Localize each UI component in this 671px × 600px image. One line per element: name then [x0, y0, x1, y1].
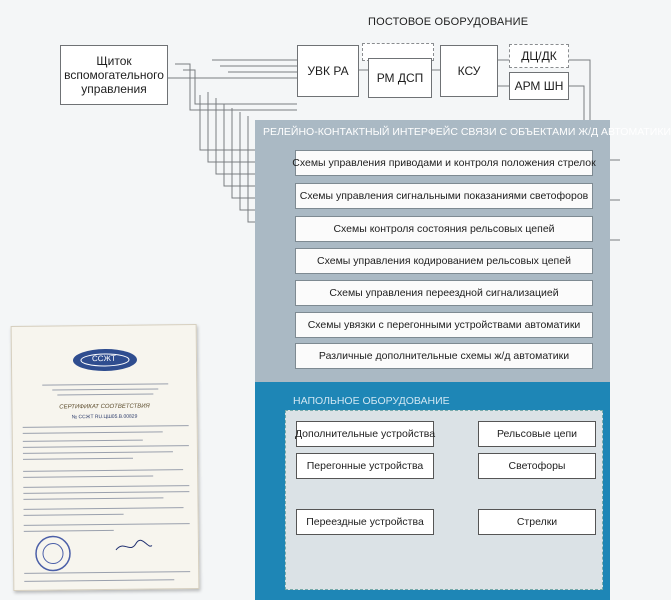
scheme-item: Схемы управления приводами и контроля положения стрелок	[295, 150, 593, 176]
scheme-item: Схемы управления переездной сигнализацией	[295, 280, 593, 306]
certificate-number: № ССЖТ RU.ЦШ05.В.00829	[71, 413, 138, 421]
uvk-box: УВК РА	[297, 45, 359, 97]
arm-box: АРМ ШН	[509, 72, 569, 100]
interface-title: РЕЛЕЙНО-КОНТАКТНЫЙ ИНТЕРФЕЙС СВЯЗИ С ОБЪЕКТАМИ Ж/Д АВТОМАТИКИ	[263, 126, 671, 138]
field-equipment-panel	[255, 382, 610, 600]
field-equipment-title: НАПОЛЬНОЕ ОБОРУДОВАНИЕ	[293, 395, 450, 407]
certificate-title: СЕРТИФИКАТ СООТВЕТСТВИЯ	[59, 403, 150, 411]
field-left-item: Перегонные устройства	[296, 453, 434, 479]
dc-box: ДЦ/ДК	[509, 44, 569, 68]
ksu-box: КСУ	[440, 45, 498, 97]
scheme-item: Различные дополнительные схемы ж/д автоматики	[295, 343, 593, 369]
certificate-stamp	[34, 534, 72, 572]
scheme-item: Схемы управления сигнальными показаниями светофоров	[295, 183, 593, 209]
field-right-item: Рельсовые цепи	[478, 421, 596, 447]
field-right-item: Светофоры	[478, 453, 596, 479]
interface-panel	[255, 120, 671, 382]
certificate-brand: ССЖТ	[91, 353, 116, 364]
field-right-item: Стрелки	[478, 509, 596, 535]
field-equipment-area	[285, 410, 603, 590]
scheme-item: Схемы контроля состояния рельсовых цепей	[295, 216, 593, 242]
scheme-item: Схемы увязки с перегонными устройствами автоматики	[295, 312, 593, 338]
certificate-document	[11, 324, 200, 591]
rm-dsp-box: РМ ДСП	[368, 58, 432, 98]
field-left-item: Дополнительные устройства	[296, 421, 434, 447]
scheme-item: Схемы управления кодированием рельсовых цепей	[295, 248, 593, 274]
post-equipment-title: ПОСТОВОЕ ОБОРУДОВАНИЕ	[368, 16, 529, 28]
field-left-item: Переездные устройства	[296, 509, 434, 535]
aux-panel-box: Щиток вспомогательного управления	[60, 45, 168, 105]
certificate-signature	[114, 539, 154, 553]
